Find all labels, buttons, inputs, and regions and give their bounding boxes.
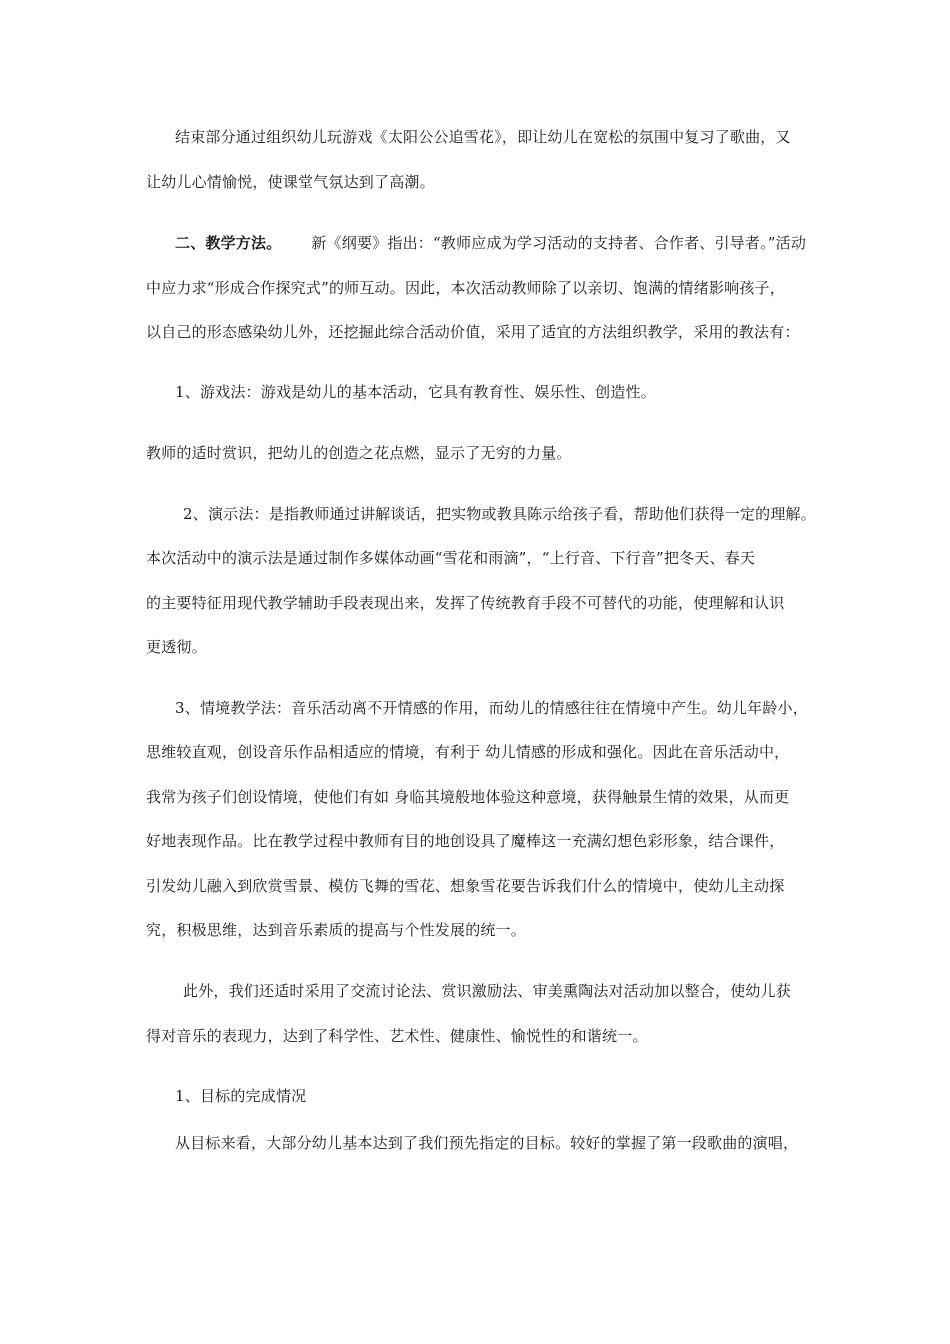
goal-heading: 1、目标的完成情况	[175, 1087, 307, 1105]
demo-method-line-2: 本次活动中的演示法是通过制作多媒体动画“雪花和雨滴”，“上行音、下行音”把冬天、春天	[146, 549, 756, 567]
situation-method-line-1: 3、情境教学法：音乐活动离不开情感的作用，而幼儿的情感往往在情境中产生。幼儿年龄小，	[175, 699, 808, 717]
demo-method-line-4: 更透彻。	[146, 638, 207, 656]
situation-method-line-2: 思维较直观，创设音乐作品相适应的情境，有利于 幼儿情感的形成和强化。因此在音乐活动中，	[146, 743, 790, 761]
situation-method-line-5: 引发幼儿融入到欣赏雪景、模仿飞舞的雪花、想象雪花要告诉我们什么的情境中，使幼儿主动探	[146, 877, 785, 895]
goal-paragraph-line-1: 从目标来看，大部分幼儿基本达到了我们预先指定的目标。较好的掌握了第一段歌曲的演唱，	[175, 1134, 799, 1152]
additional-methods-line-2: 得对音乐的表现力，达到了科学性、艺术性、健康性、愉悦性的和谐统一。	[146, 1027, 648, 1045]
demo-method-line-3: 的主要特征用现代教学辅助手段表现出来，发挥了传统教育手段不可替代的功能，使理解和认识	[146, 594, 785, 612]
method-paragraph-line-2: 中应力求“形成合作探究式”的师互动。因此，本次活动教师除了以亲切、饱满的情绪影响孩子，	[146, 279, 785, 297]
demo-method-line-1: 2、演示法：是指教师通过讲解谈话，把实物或教具陈示给孩子看，帮助他们获得一定的理解。	[183, 505, 816, 523]
game-method-line-1: 1、游戏法：游戏是幼儿的基本活动，它具有教育性、娱乐性、创造性。	[175, 383, 656, 401]
situation-method-line-4: 好地表现作品。比在教学过程中教师有目的地创设具了魔棒这一充满幻想色彩形象，结合课件，	[146, 832, 785, 850]
method-paragraph-intro: 新《纲要》指出：“教师应成为学习活动的支持者、合作者、引导者。”活动	[311, 234, 807, 252]
situation-method-line-3: 我常为孩子们创设情境，使他们有如 身临其境般地体验这种意境，获得触景生情的效果，从而更	[146, 788, 790, 806]
ending-paragraph-line-2: 让幼儿心情愉悦，使课堂气氛达到了高潮。	[146, 173, 435, 191]
method-heading: 二、教学方法。	[175, 234, 282, 252]
method-paragraph-line-3: 以自己的形态感染幼儿外，还挖掘此综合活动价值，采用了适宜的方法组织教学，采用的教法有：	[146, 323, 800, 341]
game-method-line-2: 教师的适时赏识，把幼儿的创造之花点燃，显示了无穷的力量。	[146, 444, 572, 462]
method-paragraph-line-1	[175, 233, 806, 253]
situation-method-line-6: 究，积极思维，达到音乐素质的提高与个性发展的统一。	[146, 921, 527, 939]
ending-paragraph-line-1: 结束部分通过组织幼儿玩游戏《太阳公公追雪花》，即让幼儿在宽松的氛围中复习了歌曲，又	[175, 128, 791, 146]
additional-methods-line-1: 此外，我们还适时采用了交流讨论法、赏识激励法、审美熏陶法对活动加以整合，使幼儿获	[183, 982, 792, 1000]
